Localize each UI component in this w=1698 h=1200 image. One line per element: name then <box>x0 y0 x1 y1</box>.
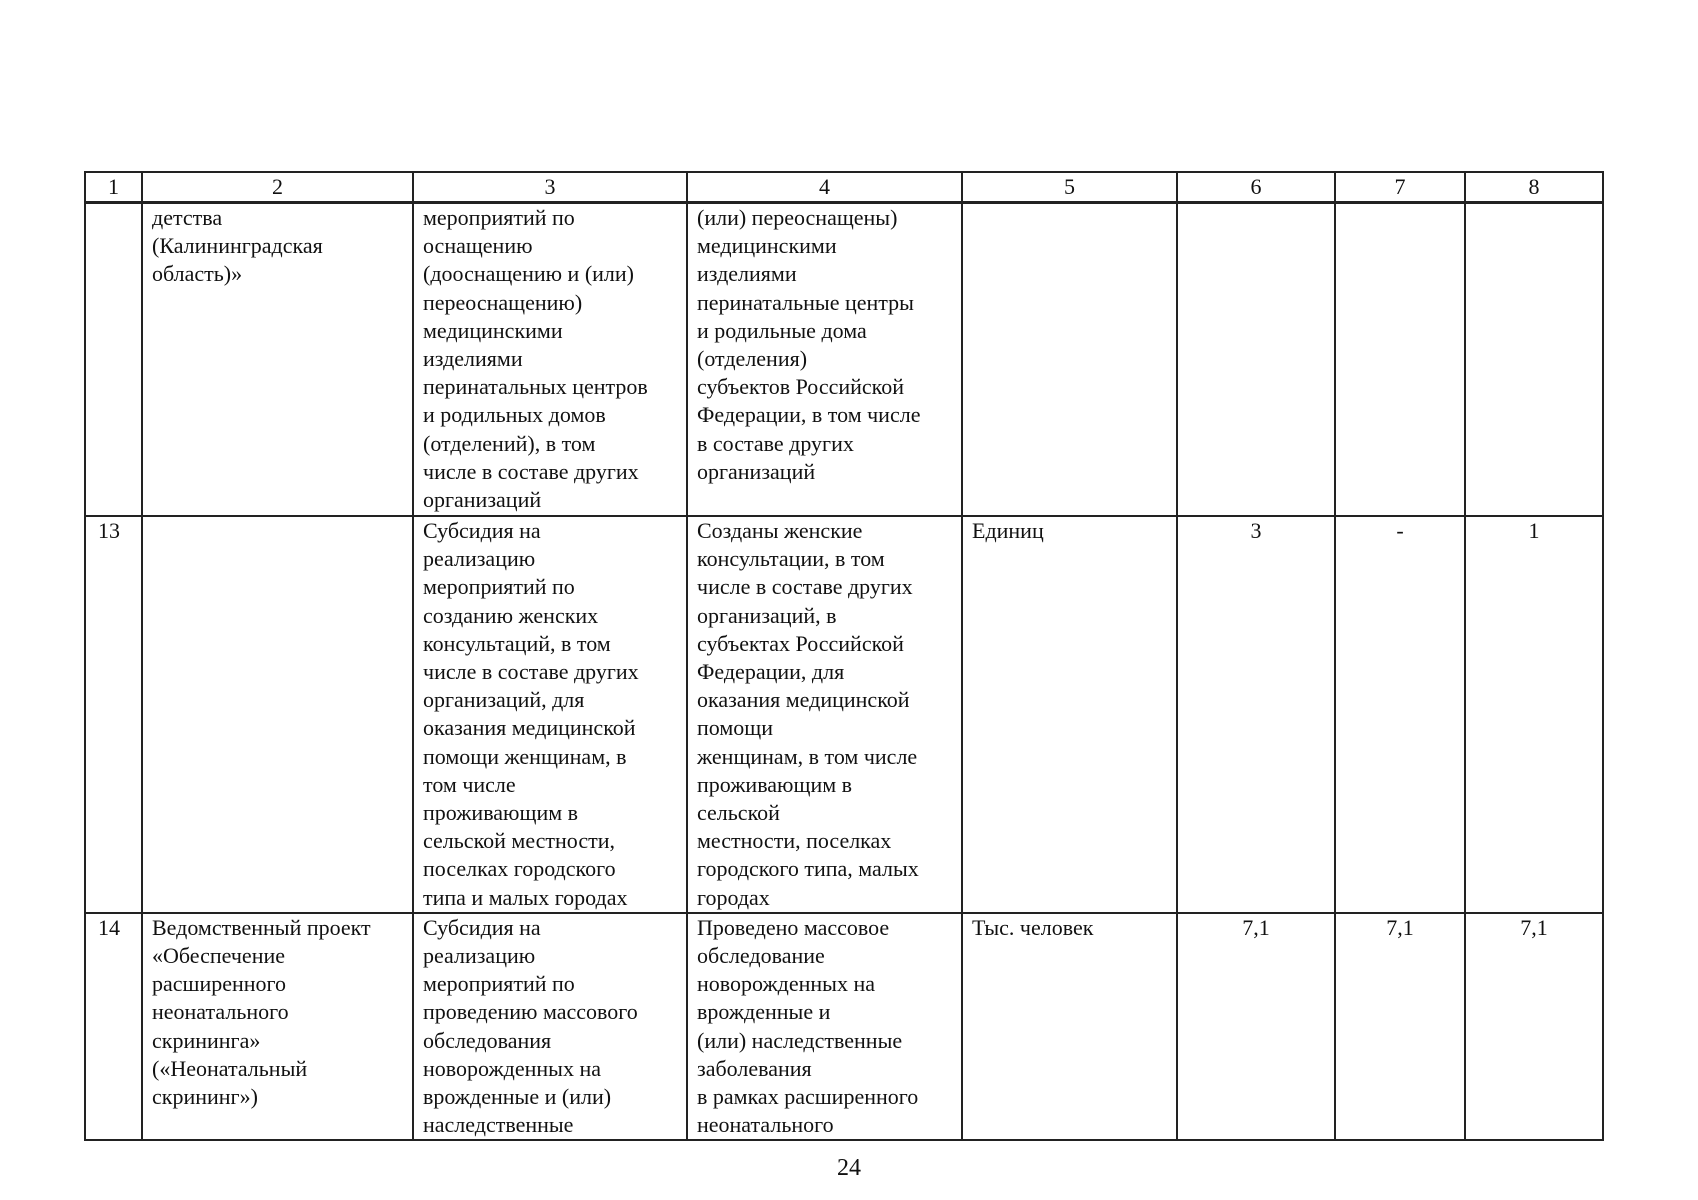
table-row <box>85 516 1603 913</box>
value-cell-7: 7,1 <box>1335 913 1465 1141</box>
row-number-cell: 14 <box>85 913 142 1141</box>
unit-cell <box>962 203 1177 517</box>
result-cell: Созданы женские консультации, в том числе в составе других организаций, в субъектах Российской Федерации, для оказания медицинской помощи женщинам, в том числе проживающим в сельской местности, поселках городского типа, малых городах <box>687 516 962 913</box>
value-cell-6: 7,1 <box>1177 913 1335 1141</box>
result-cell: Проведено массовое обследование новорожденных на врожденные и (или) наследственные заболевания в рамках расширенного неонатального <box>687 913 962 1141</box>
header-cell-5: 5 <box>962 172 1177 203</box>
result-cell: (или) переоснащены) медицинскими изделиями перинатальные центры и родильные дома (отделения) субъектов Российской Федерации, в том числе в составе других организаций <box>687 203 962 517</box>
unit-cell: Единиц <box>962 516 1177 913</box>
table-row <box>85 913 1603 1141</box>
project-cell: Ведомственный проект «Обеспечение расширенного неонатального скрининга» («Неонатальный скрининг») <box>142 913 413 1141</box>
header-cell-6: 6 <box>1177 172 1335 203</box>
value-cell-6: 3 <box>1177 516 1335 913</box>
value-cell-8: 7,1 <box>1465 913 1603 1141</box>
header-cell-1: 1 <box>85 172 142 203</box>
table-header-row <box>85 172 1603 203</box>
value-cell-7: - <box>1335 516 1465 913</box>
unit-cell: Тыс. человек <box>962 913 1177 1141</box>
value-cell-8 <box>1465 203 1603 517</box>
table-row <box>85 203 1603 517</box>
header-cell-7: 7 <box>1335 172 1465 203</box>
header-cell-4: 4 <box>687 172 962 203</box>
row-number-cell <box>85 203 142 517</box>
project-cell: детства (Калининградская область)» <box>142 203 413 517</box>
project-cell <box>142 516 413 913</box>
value-cell-8: 1 <box>1465 516 1603 913</box>
subsidy-cell: Субсидия на реализацию мероприятий по проведению массового обследования новорожденных на врожденные и (или) наследственные <box>413 913 687 1141</box>
header-cell-3: 3 <box>413 172 687 203</box>
value-cell-7 <box>1335 203 1465 517</box>
header-cell-2: 2 <box>142 172 413 203</box>
value-cell-6 <box>1177 203 1335 517</box>
subsidy-cell: мероприятий по оснащению (дооснащению и (или) переоснащению) медицинскими изделиями перинатальных центров и родильных домов (отделений), в том числе в составе других организаций <box>413 203 687 517</box>
row-number-cell: 13 <box>85 516 142 913</box>
data-table <box>84 171 1604 1141</box>
subsidy-cell: Субсидия на реализацию мероприятий по созданию женских консультаций, в том числе в составе других организаций, для оказания медицинской помощи женщинам, в том числе проживающим в сельской местности, поселках городского типа и малых городах <box>413 516 687 913</box>
page-number: 24 <box>837 1155 861 1181</box>
header-cell-8: 8 <box>1465 172 1603 203</box>
